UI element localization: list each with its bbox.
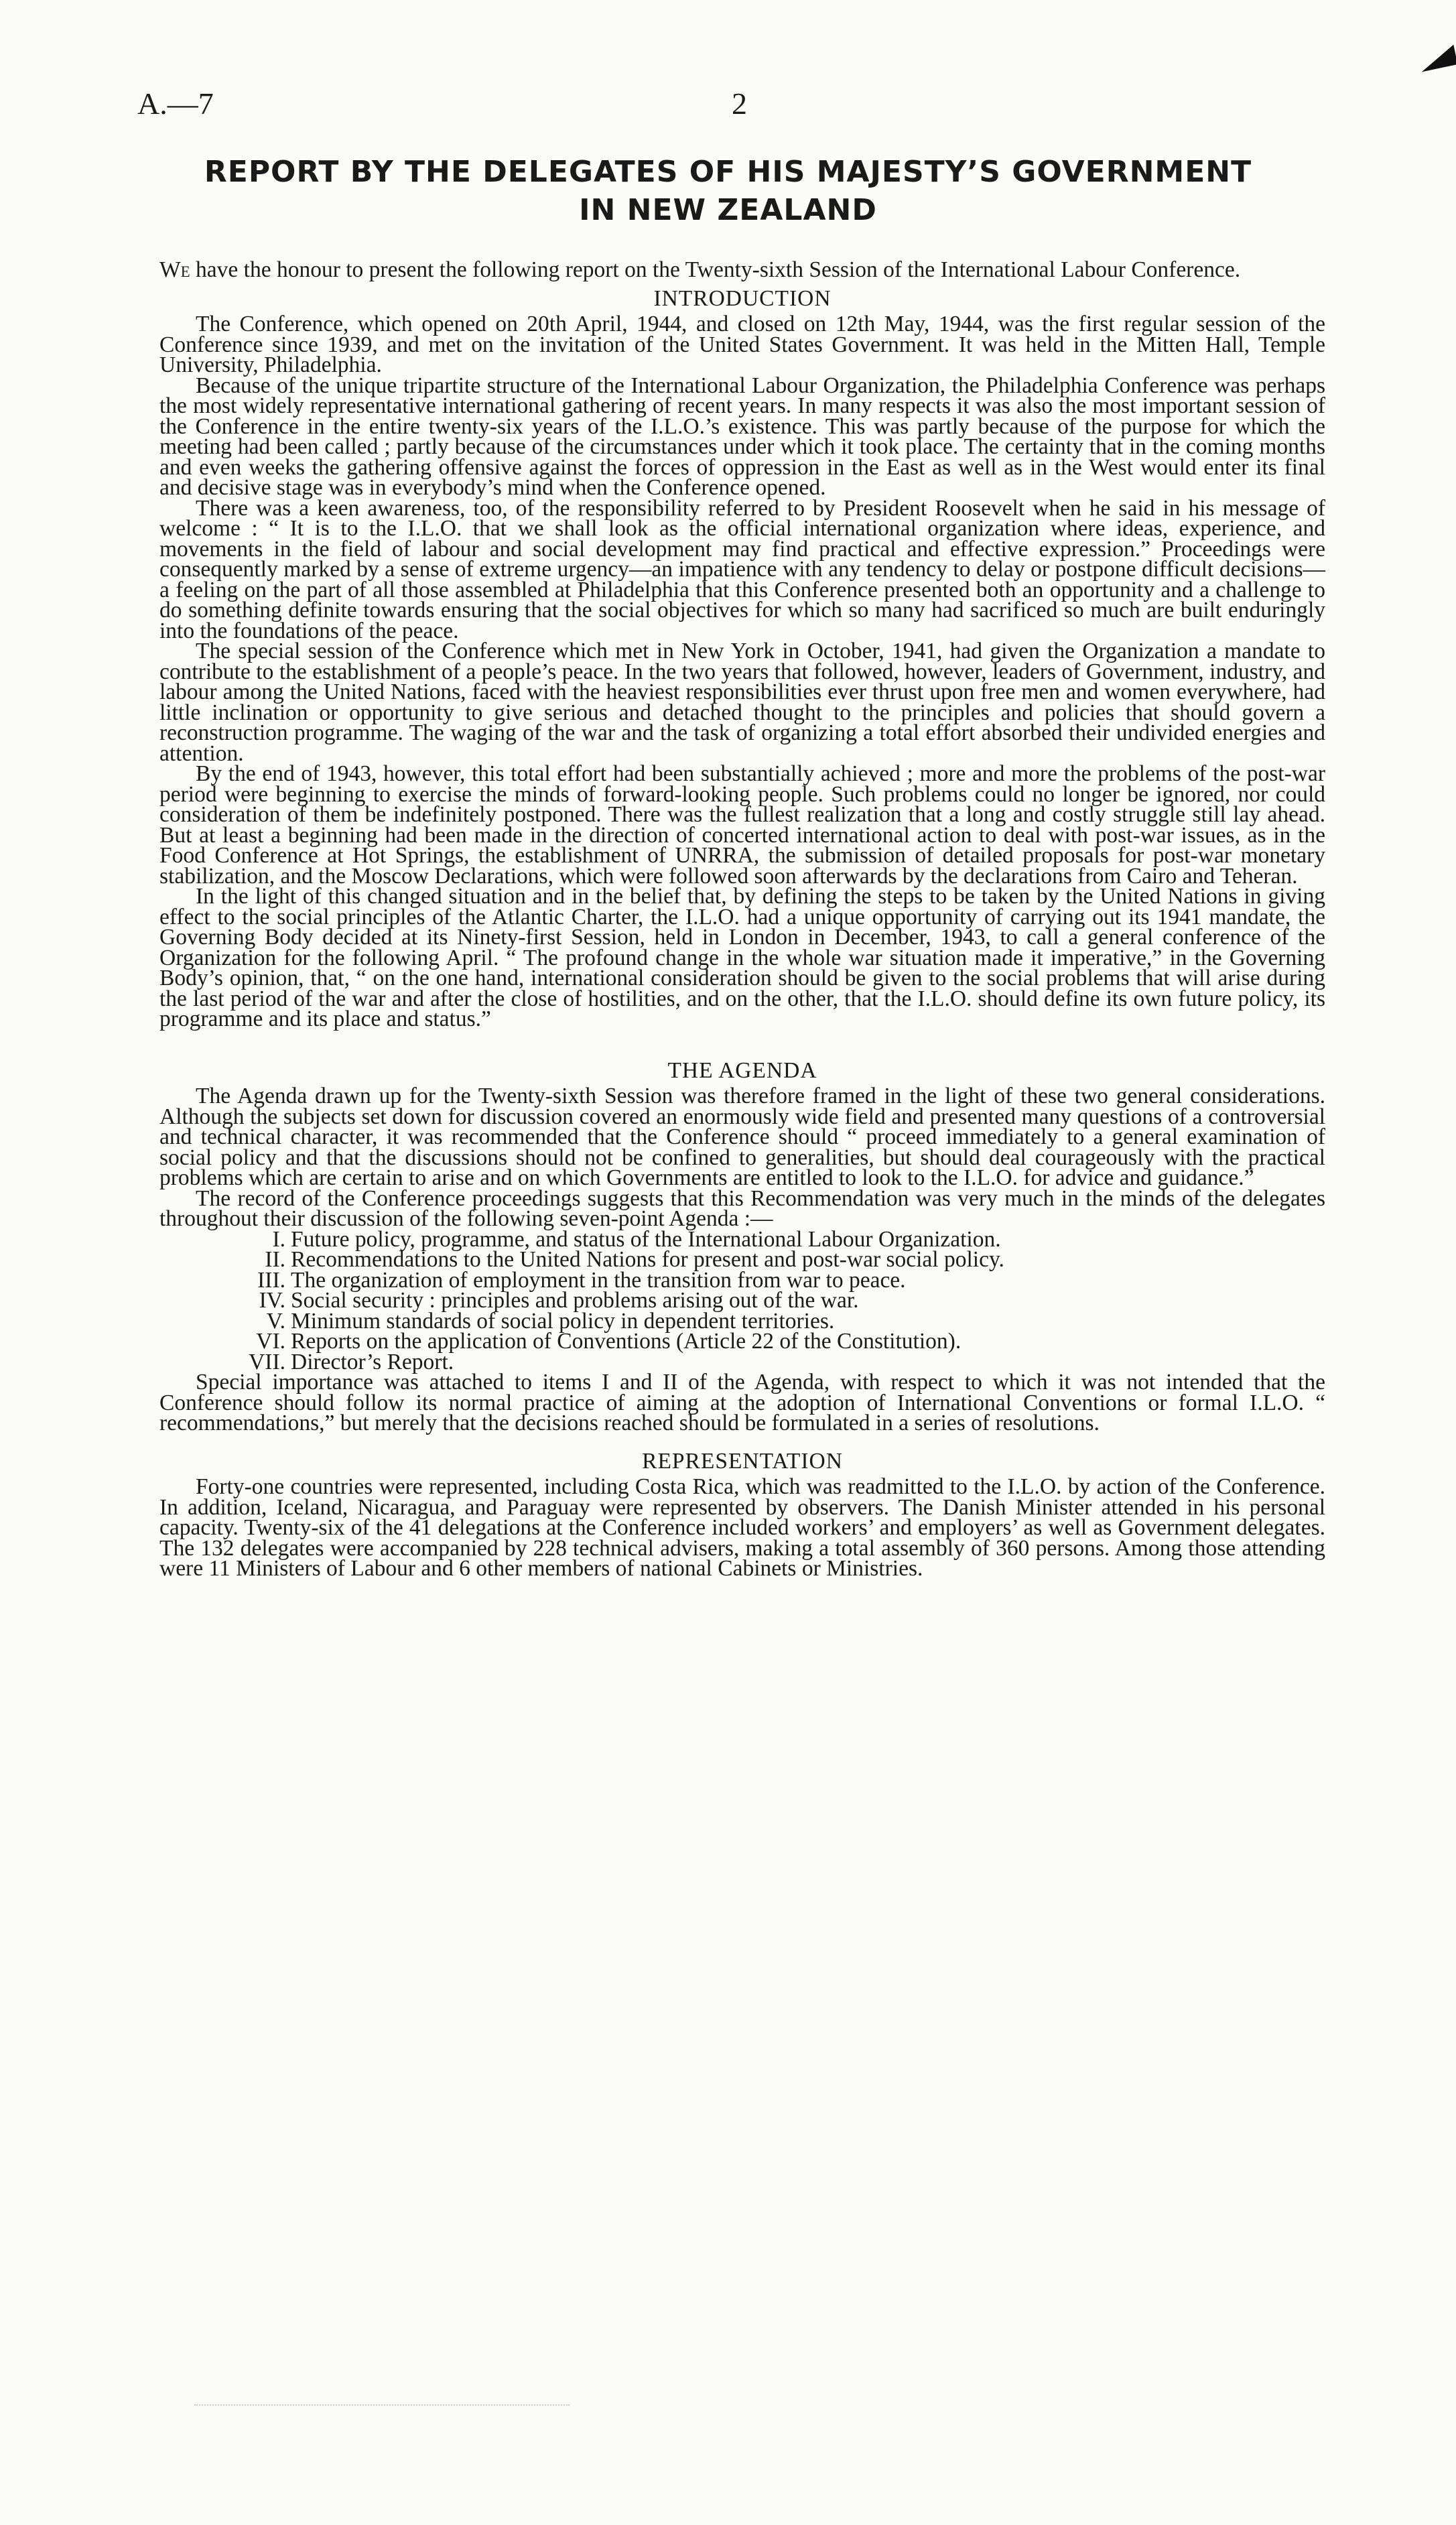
paragraph: By the end of 1943, however, this total effort had been substantially achieved ; more and more the problems of the post-war period were beginning to exercise the minds of forward-looking people. Such problems could no longer be ignored, nor could consideration of them be indefinitely postponed. There was the fullest realization that a long and costly struggle still lay ahead. But at least a beginning had been made in the direction of concerted international action to deal with post-war issues, as in the Food Conference at Hot Springs, the establishment of UNRRA, the submission of detailed proposals for post-war monetary stabilization, and the Moscow Declarations, which were followed soon afterwards by the declarations from Cairo and Teheran.	[159, 761, 1325, 889]
agenda-item-number: V.	[266, 1308, 285, 1334]
report-title-line-1: REPORT BY THE DELEGATES OF HIS MAJESTY’S GOVERNMENT	[204, 155, 1252, 189]
agenda-item-text: Reports on the application of Conventions (Article 22 of the Constitution).	[291, 1329, 962, 1354]
agenda-item-number: III.	[257, 1267, 285, 1293]
report-body	[159, 257, 1325, 1581]
paragraph: Because of the unique tripartite structure of the International Labour Organization, the Philadelphia Conference was perhaps the most widely representative international gathering of recent years. In many respects it was also the most important session of the Conference in the entire twenty-six years of the I.L.O.’s existence. This was partly because of the purpose for which the meeting had been called ; partly because of the circumstances under which it took place. The certainty that in the coming months and even weeks the gathering offensive against the forces of oppression in the East as well as in the West would enter its final and decisive stage was in everybody’s mind when the Conference opened.	[159, 373, 1325, 500]
paragraph: The Agenda drawn up for the Twenty-sixth Session was therefore framed in the light of these two general considerations. Although the subjects set down for discussion covered an enormously wide field and presented many questions of a controversial and technical character, it was recommended that the Conference should “ proceed immediately to a general examination of social policy and that the discussions should not be confined to generalities, but should deal courageously with the practical problems which are certain to arise and on which Governments are entitled to look to the I.L.O. for advice and guidance.”	[159, 1084, 1325, 1190]
agenda-item-text: Recommendations to the United Nations for present and post-war social policy.	[291, 1247, 1004, 1272]
section-heading-representation: REPRESENTATION	[642, 1448, 843, 1474]
section-heading-introduction: INTRODUCTION	[653, 285, 832, 311]
agenda-list	[159, 1226, 1325, 1374]
paragraph: The special session of the Conference which met in New York in October, 1941, had given the Organization a mandate to contribute to the establishment of a people’s peace. In the two years that followed, however, leaders of Government, industry, and labour among the United Nations, faced with the heaviest responsibilities ever thrust upon free men and women everywhere, had little inclination or opportunity to give serious and detached thought to the principles and policies that should govern a reconstruction programme. The waging of the war and the task of organizing a total effort absorbed their undivided energies and attention.	[159, 639, 1325, 766]
page-corner-mark	[1417, 45, 1456, 72]
agenda-item-number: VI.	[256, 1329, 285, 1354]
paragraph: Special importance was attached to items I and II of the Agenda, with respect to which it was not intended that the Conference should follow its normal practice of aiming at the adoption of International Conventions or formal I.L.O. “ recommendations,” but merely that the decisions reached should be formulated in a series of resolutions.	[159, 1370, 1325, 1435]
paragraph: Forty-one countries were represented, including Costa Rica, which was readmitted to the I.L.O. by action of the Conference. In addition, Iceland, Nicaragua, and Paraguay were represented by observers. The Danish Minister attended in his personal capacity. Twenty-six of the 41 delegations at the Conference included workers’ and employers’ as well as Government delegates. The 132 delegates were accompanied by 228 technical advisers, making a total assembly of 360 persons. Among those attending were 11 Ministers of Labour and 6 other members of national Cabinets or Ministries.	[159, 1474, 1325, 1581]
agenda-item-text: The organization of employment in the transition from war to peace.	[291, 1267, 906, 1293]
agenda-item-number: I.	[272, 1226, 285, 1252]
paragraph: The record of the Conference proceedings suggests that this Recommendation was very much in the minds of the delegates throughout their discussion of the following seven-point Agenda :—	[159, 1185, 1325, 1231]
opening-paragraph	[159, 257, 1325, 282]
agenda-item-text: Future policy, programme, and status of the International Labour Organization.	[291, 1226, 1001, 1252]
agenda-item-number: II.	[265, 1247, 285, 1272]
paragraph: There was a keen awareness, too, of the responsibility referred to by President Roosevelt when he said in his message of welcome : “ It is to the I.L.O. that we shall look as the official international organization where ideas, experience, and movements in the field of labour and social development may find practical and effective expression.” Proceedings were consequently marked by a sense of extreme urgency—an impatience with any tendency to delay or postpone difficult decisions—a feeling on the part of all those assembled at Philadelphia that this Conference presented both an opportunity and a challenge to do something definite towards ensuring that the social objectives for which so many had sacrificed so much are built enduringly into the foundations of the peace.	[159, 495, 1325, 643]
page-number: 2	[732, 86, 747, 121]
agenda-item-number: IV.	[259, 1288, 285, 1313]
agenda-item-text: Director’s Report.	[291, 1349, 454, 1374]
agenda-item	[249, 1349, 1325, 1374]
opening-text: have the honour to present the following report on the Twenty-sixth Session of the International Labour Conference.	[190, 257, 1241, 282]
report-title	[107, 153, 1349, 229]
agenda-item-text: Minimum standards of social policy in dependent territories.	[291, 1308, 835, 1334]
section-heading-agenda: THE AGENDA	[667, 1057, 817, 1083]
document-reference: A.—7	[137, 86, 214, 121]
paragraph: The Conference, which opened on 20th April, 1944, and closed on 12th May, 1944, was the first regular session of the Conference since 1939, and met on the invitation of the United States Government. It was held in the Mitten Hall, Temple University, Philadelphia.	[159, 312, 1325, 377]
opening-lead-word: We	[159, 257, 190, 282]
report-title-line-2: IN NEW ZEALAND	[579, 193, 877, 227]
bottom-dotted-rule	[194, 2404, 570, 2407]
agenda-item-text: Social security : principles and problems arising out of the war.	[291, 1288, 859, 1313]
paragraph: In the light of this changed situation and in the belief that, by defining the steps to be taken by the United Nations in giving effect to the social principles of the Atlantic Charter, the I.L.O. had a unique opportunity of carrying out its 1941 mandate, the Governing Body decided at its Ninety-first Session, held in London in December, 1943, to call a general conference of the Organization for the following April. “ The profound change in the whole war situation made it imperative,” in the Governing Body’s opinion, that, “ on the one hand, international consideration should be given to the social problems that will arise during the last period of the war and after the close of hostilities, and on the other, that the I.L.O. should define its own future policy, its programme and its place and status.”	[159, 884, 1325, 1031]
agenda-item-number: VII.	[249, 1349, 285, 1374]
